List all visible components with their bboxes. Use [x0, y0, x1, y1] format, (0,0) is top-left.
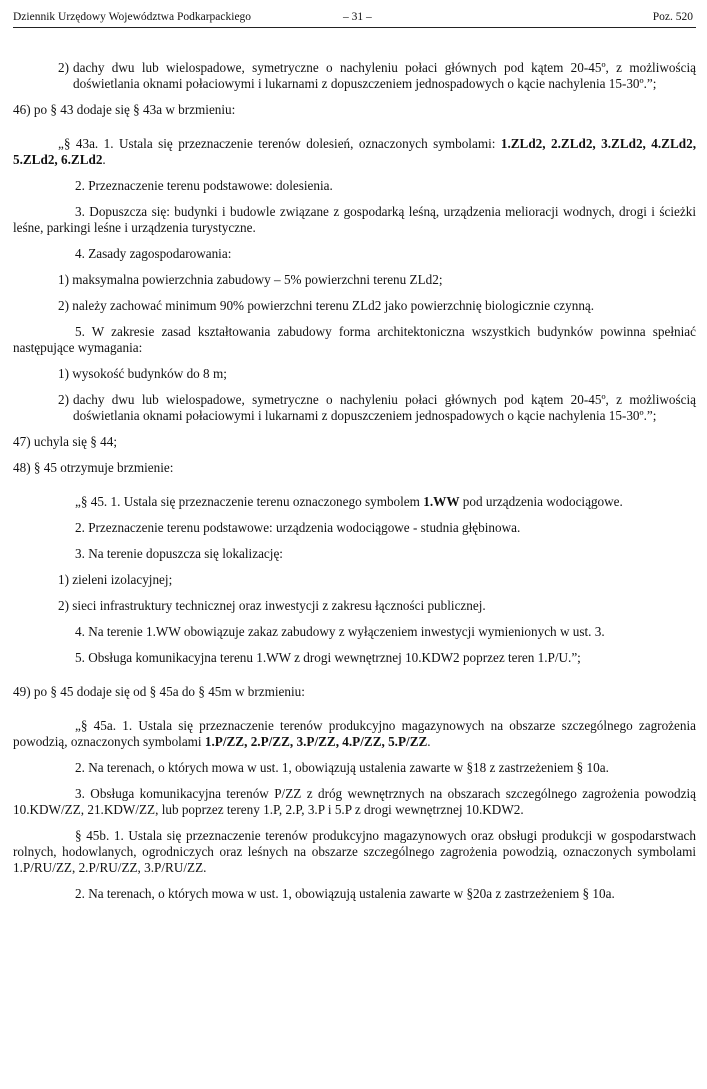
page-header — [13, 10, 693, 24]
section-45a-1: „§ 45a. 1. Ustala się przeznaczenie terenów produkcyjno magazynowych na obszarze szczególnego zagrożenia powodzią, oznaczonych symbolami 1.P/ZZ, 2.P/ZZ, 3.P/ZZ, 4.P/ZZ, 5.P/ZZ. — [13, 718, 696, 749]
amendment-46: 46) po § 43 dodaje się § 43a w brzmieniu: — [13, 102, 236, 117]
section-45-5: 5. Obsługa komunikacyjna terenu 1.WW z drogi wewnętrznej 10.KDW2 poprzez teren 1.P/U.”; — [75, 650, 581, 665]
amendment-47: 47) uchyla się § 44; — [13, 434, 118, 449]
section-43a-5-2: 2) dachy dwu lub wielospadowe, symetryczne o nachyleniu połaci głównych pod kątem 20-45º, z możliwością doświetlania oknami połaciowymi i lukarnami z dopuszczeniem jednospadowych o kącie nachylenia 15-30º.”; — [58, 392, 696, 423]
section-43a-3: 3. Dopuszcza się: budynki i budowle związane z gospodarką leśną, urządzenia melioracji wodnych, drogi i ścieżki leśne, parkingi leśne i urządzenia turystyczne. — [13, 204, 696, 235]
section-45a-3: 3. Obsługa komunikacyjna terenów P/ZZ z dróg wewnętrznych na obszarach szczególnego zagrożenia powodzią 10.KDW/ZZ, 21.KDW/ZZ, lub poprzez tereny 1.P, 2.P, 3.P i 5.P z drogi wewnętrznej 10.KDW2. — [13, 786, 696, 817]
section-45b-2: 2. Na terenach, o których mowa w ust. 1, obowiązują ustalenia zawarte w §20a z zastrzeżeniem § 10a. — [75, 886, 615, 901]
section-45-4: 4. Na terenie 1.WW obowiązuje zakaz zabudowy z wyłączeniem inwestycji wymienionych w ust. 3. — [75, 624, 605, 639]
list-number: 2) — [58, 392, 69, 407]
journal-title: Dziennik Urzędowy Województwa Podkarpackiego — [13, 11, 252, 23]
section-45-3-1: 1) zieleni izolacyjnej; — [58, 572, 173, 587]
amendment-48: 48) § 45 otrzymuje brzmienie: — [13, 460, 174, 475]
section-43a-1: „§ 43a. 1. Ustala się przeznaczenie terenów dolesień, oznaczonych symbolami: 1.ZLd2, 2.ZLd2, 3.ZLd2, 4.ZLd2, 5.ZLd2, 6.ZLd2. — [13, 136, 696, 167]
section-45-2: 2. Przeznaczenie terenu podstawowe: urządzenia wodociągowe - studnia głębinowa. — [75, 520, 521, 535]
list-number: 2) — [58, 60, 69, 75]
section-45-1: „§ 45. 1. Ustala się przeznaczenie terenu oznaczonego symbolem 1.WW pod urządzenia wodociągowe. — [75, 494, 623, 509]
section-45-3: 3. Na terenie dopuszcza się lokalizację: — [75, 546, 283, 561]
section-43a-4-2: 2) należy zachować minimum 90% powierzchni terenu ZLd2 jako powierzchnię biologicznie czynną. — [58, 298, 595, 313]
amendment-49: 49) po § 45 dodaje się od § 45a do § 45m w brzmieniu: — [13, 684, 305, 699]
header-rule — [13, 27, 696, 28]
list-item-roof: 2) dachy dwu lub wielospadowe, symetryczne o nachyleniu połaci głównych pod kątem 20-45º, z możliwością doświetlania oknami połaciowymi i lukarnami z dopuszczeniem jednospadowych o kącie nachylenia 15-30º.”; — [58, 60, 696, 91]
section-45-3-2: 2) sieci infrastruktury technicznej oraz inwestycji z zakresu łączności publicznej. — [58, 598, 486, 613]
document-body — [13, 56, 696, 902]
page-number: – 31 – — [343, 11, 372, 23]
position-number: Poz. 520 — [652, 11, 693, 23]
section-43a-2: 2. Przeznaczenie terenu podstawowe: dolesienia. — [75, 178, 333, 193]
section-43a-5-1: 1) wysokość budynków do 8 m; — [58, 366, 227, 381]
section-43a-4-1: 1) maksymalna powierzchnia zabudowy – 5% powierzchni terenu ZLd2; — [58, 272, 443, 287]
section-45a-2: 2. Na terenach, o których mowa w ust. 1, obowiązują ustalenia zawarte w §18 z zastrzeżeniem § 10a. — [75, 760, 609, 775]
section-43a-4: 4. Zasady zagospodarowania: — [75, 246, 232, 261]
section-45b-1: § 45b. 1. Ustala się przeznaczenie terenów produkcyjno magazynowych oraz obsługi produkcji w gospodarstwach rolnych, hodowlanych, ogrodniczych oraz leśnych na obszarze szczególnego zagrożenia powodzią, oznaczonych symbolami 1.P/RU/ZZ, 2.P/RU/ZZ, 3.P/RU/ZZ. — [13, 828, 696, 875]
section-43a-5: 5. W zakresie zasad kształtowania zabudowy forma architektoniczna wszystkich budynków powinna spełniać następujące wymagania: — [13, 324, 696, 355]
